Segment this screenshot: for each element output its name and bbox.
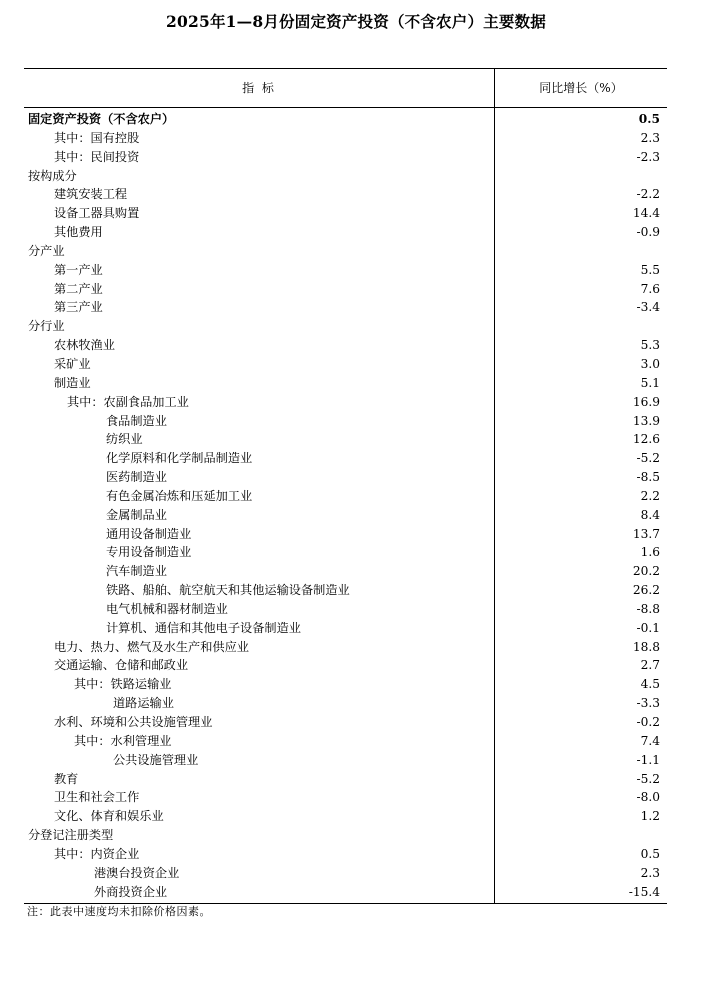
row-value: -0.1 (636, 620, 660, 635)
row-value: 5.3 (640, 338, 660, 353)
row-label: 第三产业 (54, 300, 103, 315)
row-label: 电力、热力、燃气及水生产和供应业 (54, 639, 249, 654)
row-value: 2.2 (640, 488, 660, 503)
row-label: 采矿业 (54, 356, 91, 371)
row-label: 其中：水利管理业 (74, 733, 172, 748)
table-row (24, 845, 667, 864)
row-value: 2.7 (640, 658, 660, 673)
row-label: 建筑安装工程 (54, 187, 128, 202)
row-label: 其中：铁路运输业 (74, 677, 172, 692)
row-value: 13.7 (632, 526, 660, 541)
table-row (24, 525, 667, 544)
table-row (24, 430, 667, 449)
row-value: 13.9 (632, 413, 660, 428)
table-row (24, 638, 667, 657)
table-header (24, 69, 667, 108)
table-row (24, 280, 667, 299)
row-label: 文化、体育和娱乐业 (54, 809, 164, 824)
table-row (24, 619, 667, 638)
row-value: 8.4 (640, 507, 660, 522)
row-label: 电气机械和器材制造业 (106, 601, 228, 616)
table-row (24, 770, 667, 789)
row-label: 道路运输业 (113, 696, 174, 711)
table-row (24, 242, 667, 261)
row-label: 化学原料和化学制品制造业 (106, 451, 253, 466)
table-row (24, 506, 667, 525)
row-label: 其中：民间投资 (54, 149, 140, 164)
header-indicator: 指 标 (242, 81, 276, 95)
table-row (24, 694, 667, 713)
row-label: 铁路、船舶、航空航天和其他运输设备制造业 (106, 583, 350, 598)
row-label: 外商投资企业 (94, 884, 168, 899)
row-value: 18.8 (632, 639, 660, 654)
row-label: 食品制造业 (106, 413, 167, 428)
row-value: 7.4 (640, 733, 660, 748)
table-row (24, 732, 667, 751)
row-value: -5.2 (636, 771, 660, 786)
row-label: 第一产业 (54, 262, 103, 277)
table-body (24, 108, 667, 903)
row-value: -2.3 (636, 149, 660, 164)
row-label: 农林牧渔业 (54, 338, 115, 353)
row-value: 1.2 (640, 809, 660, 824)
table-row (24, 864, 667, 883)
row-label: 其他费用 (54, 225, 103, 240)
table-row (24, 751, 667, 770)
row-value: -5.2 (636, 451, 660, 466)
row-label: 固定资产投资（不含农户） (28, 112, 175, 126)
row-label: 水利、环境和公共设施管理业 (54, 715, 213, 729)
row-label: 医药制造业 (106, 470, 167, 485)
table-row (24, 412, 667, 431)
row-label: 分产业 (28, 243, 65, 258)
row-value: -3.4 (636, 300, 660, 315)
row-value: 26.2 (632, 583, 660, 598)
row-value: 14.4 (632, 206, 660, 221)
row-value: 7.6 (640, 281, 660, 296)
table-row (24, 543, 667, 562)
table-row (24, 600, 667, 619)
table-row (24, 581, 667, 600)
table-row (24, 223, 667, 242)
table-row (24, 883, 667, 902)
row-value: 2.3 (640, 865, 660, 880)
table-row (24, 129, 667, 148)
table-row (24, 393, 667, 412)
row-value: -8.8 (636, 601, 660, 616)
row-value: -1.1 (636, 752, 660, 767)
row-value: 2.3 (640, 130, 660, 145)
table-row (24, 487, 667, 506)
row-label: 公共设施管理业 (113, 752, 199, 767)
row-value: 0.5 (640, 846, 660, 861)
table-row (24, 675, 667, 694)
table-row (24, 110, 667, 129)
table-row (24, 298, 667, 317)
row-label: 有色金属冶炼和压延加工业 (106, 488, 253, 503)
row-label: 其中：农副食品加工业 (67, 394, 189, 409)
table-row (24, 355, 667, 374)
row-value: 5.1 (640, 375, 660, 390)
table-row (24, 374, 667, 393)
table-row (24, 317, 667, 336)
row-label: 通用设备制造业 (106, 526, 192, 541)
table-row (24, 656, 667, 675)
header-growth: 同比增长（%） (539, 81, 623, 95)
row-value: -8.0 (636, 790, 660, 805)
table-row (24, 185, 667, 204)
row-value: 16.9 (632, 394, 660, 409)
row-value: 12.6 (632, 432, 660, 447)
table-row (24, 148, 667, 167)
table-row (24, 713, 667, 732)
row-value: 3.0 (640, 356, 660, 371)
row-label: 第二产业 (54, 281, 103, 296)
table-row (24, 807, 667, 826)
row-value: -8.5 (636, 470, 660, 485)
table-row (24, 826, 667, 845)
row-label: 其中：国有控股 (54, 130, 140, 145)
row-value: -3.3 (636, 696, 660, 711)
row-label: 交通运输、仓储和邮政业 (54, 658, 189, 673)
row-label: 制造业 (54, 375, 91, 390)
table-row (24, 167, 667, 186)
table-row (24, 449, 667, 468)
row-label: 教育 (54, 771, 79, 786)
page-title: 2025年1—8月份固定资产投资（不含农户）主要数据 (166, 12, 546, 31)
row-label: 专用设备制造业 (106, 545, 192, 560)
data-table (24, 68, 667, 904)
row-label: 金属制品业 (106, 507, 167, 522)
row-label: 卫生和社会工作 (54, 790, 140, 805)
row-label: 汽车制造业 (106, 564, 167, 579)
row-label: 计算机、通信和其他电子设备制造业 (106, 620, 301, 635)
table-row (24, 204, 667, 223)
footnote: 注：此表中速度均未扣除价格因素。 (27, 905, 211, 918)
table-row (24, 562, 667, 581)
row-label: 分行业 (28, 319, 65, 334)
row-label: 其中：内资企业 (54, 846, 140, 861)
table-row (24, 261, 667, 280)
row-value: 4.5 (640, 677, 660, 692)
row-value: 20.2 (632, 564, 660, 579)
row-value: 5.5 (640, 262, 660, 277)
row-label: 设备工器具购置 (54, 206, 140, 221)
row-label: 纺织业 (106, 432, 143, 447)
table-row (24, 468, 667, 487)
row-value: -0.9 (636, 225, 660, 240)
row-value: -15.4 (628, 884, 660, 899)
row-value: 1.6 (640, 545, 660, 560)
row-value: -2.2 (636, 187, 660, 202)
row-value: -0.2 (636, 715, 660, 729)
column-divider (494, 69, 495, 107)
table-row (24, 336, 667, 355)
row-label: 分登记注册类型 (28, 828, 114, 843)
row-label: 按构成分 (28, 168, 77, 183)
table-row (24, 788, 667, 807)
row-value: 0.5 (638, 112, 660, 126)
row-label: 港澳台投资企业 (94, 865, 180, 880)
